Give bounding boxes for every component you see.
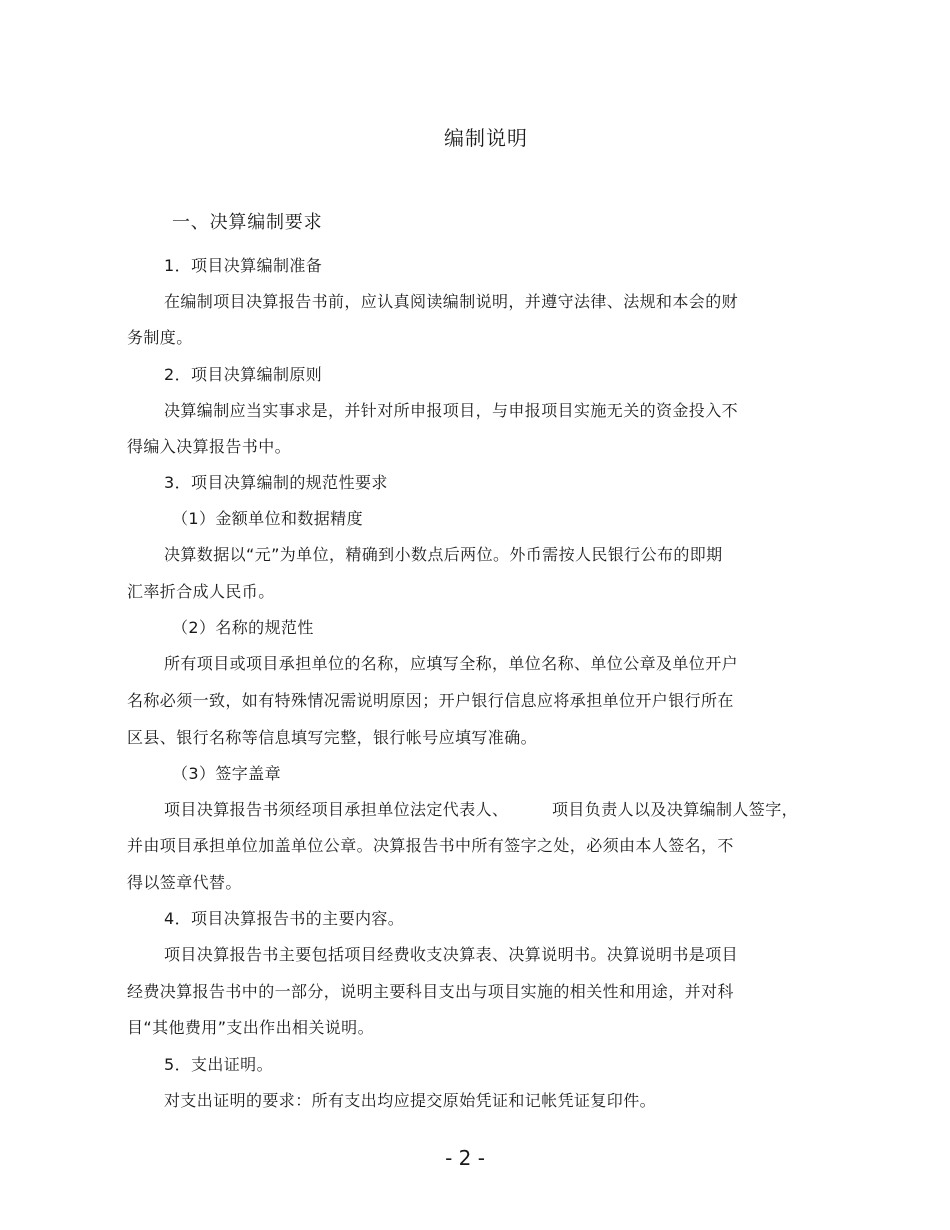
item2-heading: 2．项目决算编制原则: [164, 365, 323, 384]
item4-paragraph-line2: 经费决算报告书中的一部分，说明主要科目支出与项目实施的相关性和用途，并对科: [127, 982, 734, 1001]
item3-subheading-3: （3）签字盖章: [172, 764, 281, 783]
page-number: - 2 -: [445, 1146, 485, 1170]
item4-paragraph-line3: 目“其他费用”支出作出相关说明。: [127, 1018, 374, 1037]
item3-sub3-line1-part1: 项目决算报告书须经项目承担单位法定代表人、: [164, 800, 509, 819]
item5-heading: 5．支出证明。: [164, 1055, 273, 1074]
item3-sub2-line3: 区县、银行名称等信息填写完整，银行帐号应填写准确。: [127, 728, 538, 747]
item3-sub2-line2: 名称必须一致，如有特殊情况需说明原因；开户银行信息应将承担单位开户银行所在: [127, 691, 734, 710]
item1-heading: 1．项目决算编制准备: [164, 256, 323, 275]
item1-paragraph-line1: 在编制项目决算报告书前，应认真阅读编制说明，并遵守法律、法规和本会的财: [164, 292, 739, 311]
section-heading: 一、决算编制要求: [172, 212, 323, 233]
item3-subheading-1: （1）金额单位和数据精度: [172, 509, 363, 528]
item3-heading: 3．项目决算编制的规范性要求: [164, 473, 388, 492]
item2-paragraph-line1: 决算编制应当实事求是，并针对所申报项目，与申报项目实施无关的资金投入不: [164, 401, 739, 420]
item3-sub2-line1: 所有项目或项目承担单位的名称，应填写全称，单位名称、单位公章及单位开户: [164, 654, 739, 673]
item5-paragraph-line1: 对支出证明的要求：所有支出均应提交原始凭证和记帐凭证复印件。: [164, 1091, 657, 1110]
item3-sub3-line2: 并由项目承担单位加盖单位公章。决算报告书中所有签字之处，必须由本人签名，不: [127, 836, 734, 855]
item1-paragraph-line2: 务制度。: [127, 328, 193, 347]
page-title: 编制说明: [444, 126, 528, 150]
item4-paragraph-line1: 项目决算报告书主要包括项目经费收支决算表、决算说明书。决算说明书是项目: [164, 945, 739, 964]
item3-sub3-line1-part2: 项目负责人以及决算编制人签字，: [552, 800, 799, 819]
item2-paragraph-line2: 得编入决算报告书中。: [127, 437, 292, 456]
item3-sub1-line1: 决算数据以“元”为单位，精确到小数点后两位。外币需按人民银行公布的即期: [164, 545, 723, 564]
item4-heading: 4．项目决算报告书的主要内容。: [164, 909, 405, 928]
item3-sub1-line2: 汇率折合成人民币。: [127, 582, 275, 601]
item3-sub3-line3: 得以签章代替。: [127, 873, 242, 892]
item3-subheading-2: （2）名称的规范性: [172, 618, 314, 637]
